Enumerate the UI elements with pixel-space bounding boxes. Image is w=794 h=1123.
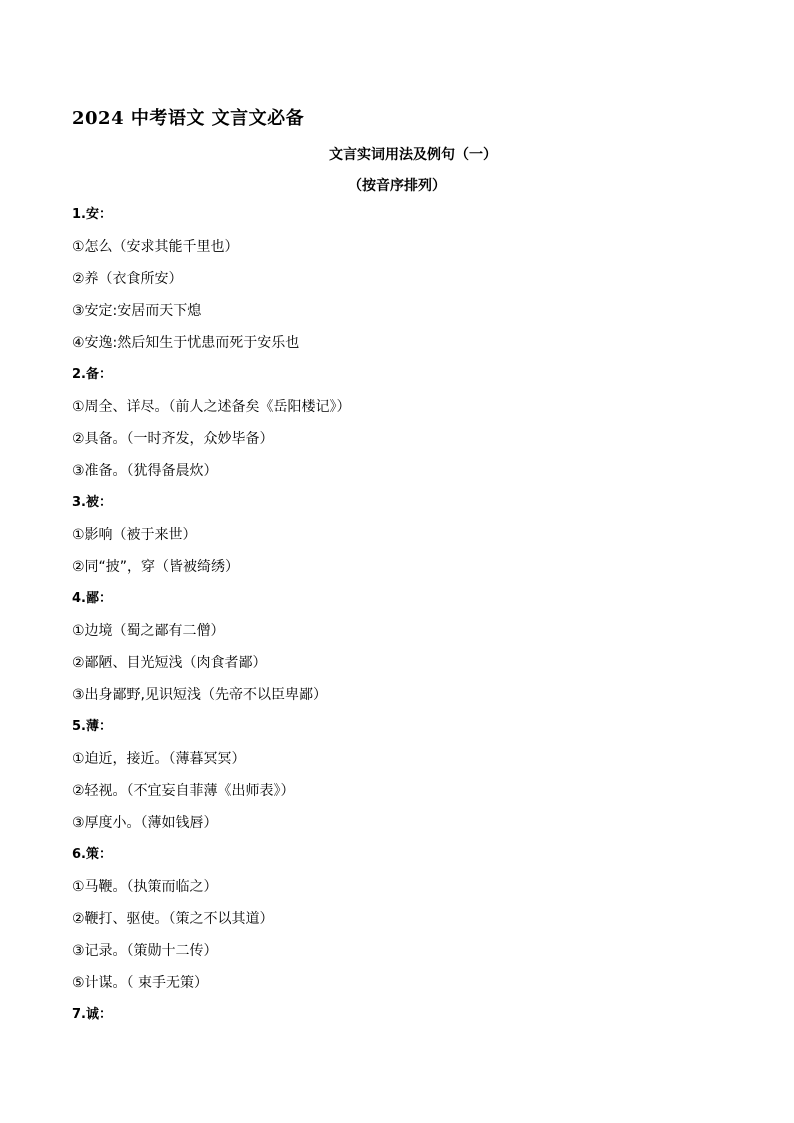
entry-definition: ②鞭打、驱使。（策之不以其道） <box>72 911 274 927</box>
entry-definition: ①怎么（安求其能千里也） <box>72 239 239 255</box>
entry-heading: 4.鄙： <box>72 591 112 606</box>
entry-heading: 7.诚： <box>72 1007 112 1022</box>
section-subtitle: （按音序排列） <box>348 178 446 194</box>
entry-heading: 3.被： <box>72 495 112 510</box>
section-title: 文言实词用法及例句（一） <box>329 147 497 163</box>
entry-definition: ②鄙陋、目光短浅（肉食者鄙） <box>72 655 267 671</box>
entry-heading: 1.安： <box>72 207 112 222</box>
entry-definition: ②同“披”，穿（皆被绮绣） <box>72 559 240 575</box>
entry-definition: ①迫近，接近。（薄暮冥冥） <box>72 751 246 767</box>
document-title: 2024 中考语文 文言文必备 <box>72 108 305 129</box>
entry-definition: ①周全、详尽。（前人之述备矣《岳阳楼记》） <box>72 399 351 415</box>
entry-definition: ②轻视。（不宜妄自菲薄《出师表》） <box>72 783 295 799</box>
entry-definition: ①边境（蜀之鄙有二僧） <box>72 623 225 639</box>
entry-definition: ③厚度小。（薄如钱唇） <box>72 815 218 831</box>
entry-definition: ②具备。（一时齐发，众妙毕备） <box>72 431 274 447</box>
entry-heading: 2.备： <box>72 367 112 382</box>
entry-heading: 5.薄： <box>72 719 112 734</box>
entry-definition: ③准备。（犹得备晨炊） <box>72 463 218 479</box>
entry-heading: 6.策： <box>72 847 112 862</box>
entry-definition: ③出身鄙野,见识短浅（先帝不以臣卑鄙） <box>72 687 327 703</box>
entry-definition: ①影响（被于来世） <box>72 527 197 543</box>
entry-definition: ③记录。（策勋十二传） <box>72 943 218 959</box>
entry-definition: ④安逸:然后知生于忧患而死于安乐也 <box>72 335 300 351</box>
entry-definition: ①马鞭。（执策而临之） <box>72 879 218 895</box>
entry-definition: ②养（衣食所安） <box>72 271 183 287</box>
entry-definition: ⑤计谋。（ 束手无策） <box>72 975 209 991</box>
entry-definition: ③安定:安居而天下熄 <box>72 303 202 319</box>
entry-list <box>72 206 752 1038</box>
